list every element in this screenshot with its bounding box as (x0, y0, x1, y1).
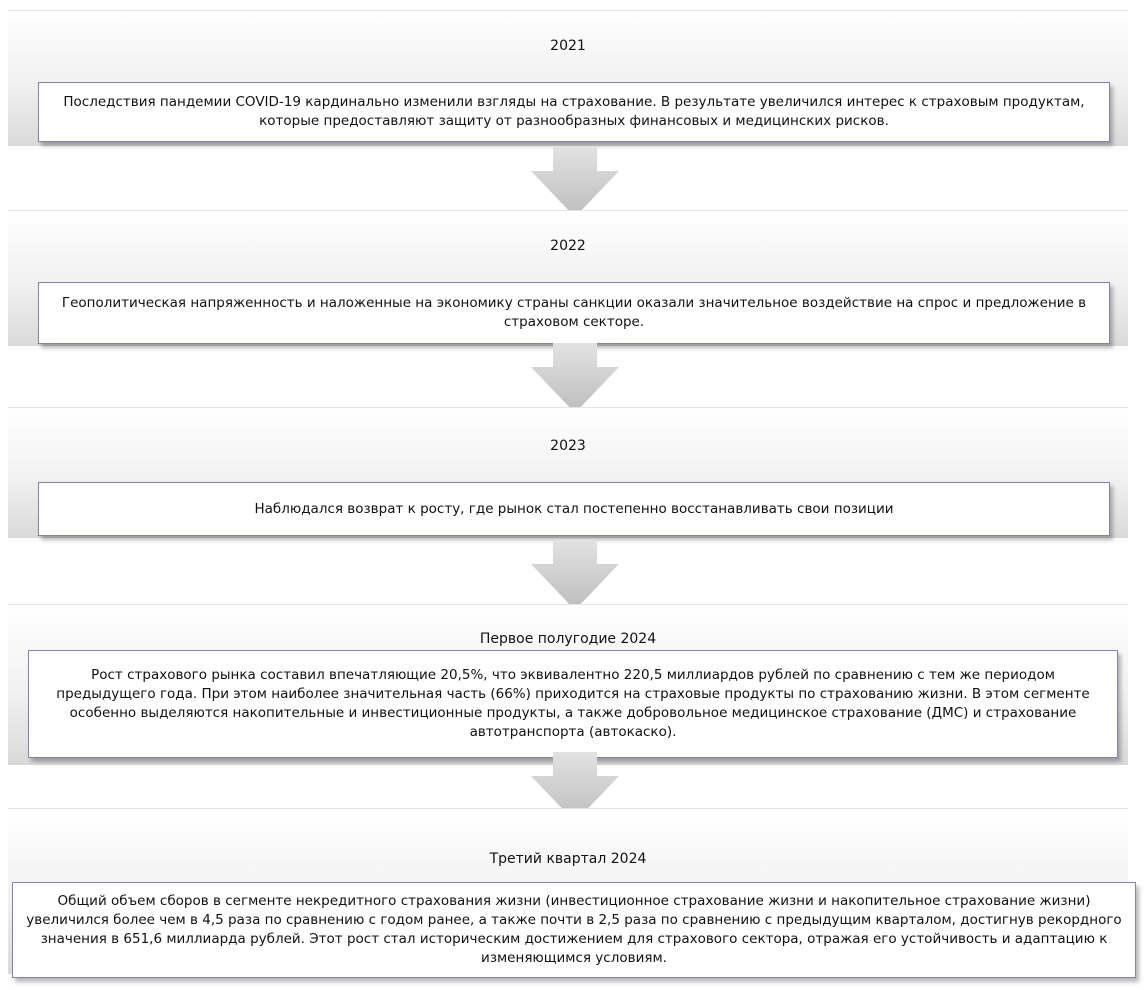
stage-title: 2023 (550, 438, 586, 454)
stage-description-box: Наблюдался возврат к росту, где рынок стал постепенно восстанавливать свои позиции (38, 482, 1110, 536)
stage-title: 2021 (550, 38, 586, 54)
stage-title: Первое полугодие 2024 (479, 631, 657, 647)
stage-description-box: Рост страхового рынка составил впечатляющие 20,5%, что эквивалентно 220,5 миллиардов рублей по сравнению с тем же периодом предыдущего года. При этом наиболее значительная часть (66%) приходится на страховые продукты по страхованию жизни. В этом сегменте особенно выделяются накопительные и инвестиционные продукты, а также добровольное медицинское страхование (ДМС) и страхование автотранспорта (автокаско). (28, 650, 1118, 758)
down-arrow-icon (531, 147, 619, 217)
stage-description-box: Общий объем сборов в сегменте некредитного страхования жизни (инвестиционное страхование жизни и накопительное страхование жизни) увеличился более чем в 4,5 раза по сравнению с годом ранее, а также почти в 2,5 раза по сравнению с предыдущим кварталом, достигнув рекордного значения в 651,6 миллиарда рублей. Этот рост стал историческим достижением для страхового сектора, отражая его устойчивость и адаптацию к изменяющимся условиям. (12, 882, 1136, 978)
stage-description-box: Геополитическая напряженность и наложенные на экономику страны санкции оказали значительное воздействие на спрос и предложение в страховом секторе. (38, 282, 1110, 344)
down-arrow-icon (531, 540, 619, 610)
stage-title: 2022 (550, 238, 586, 254)
stage-description-box: Последствия пандемии COVID-19 кардинально изменили взгляды на страхование. В результате увеличился интерес к страховым продуктам, которые предоставляют защиту от разнообразных финансовых и медицинских рисков. (38, 82, 1110, 142)
down-arrow-icon (531, 343, 619, 413)
stage-title: Третий квартал 2024 (489, 851, 647, 867)
